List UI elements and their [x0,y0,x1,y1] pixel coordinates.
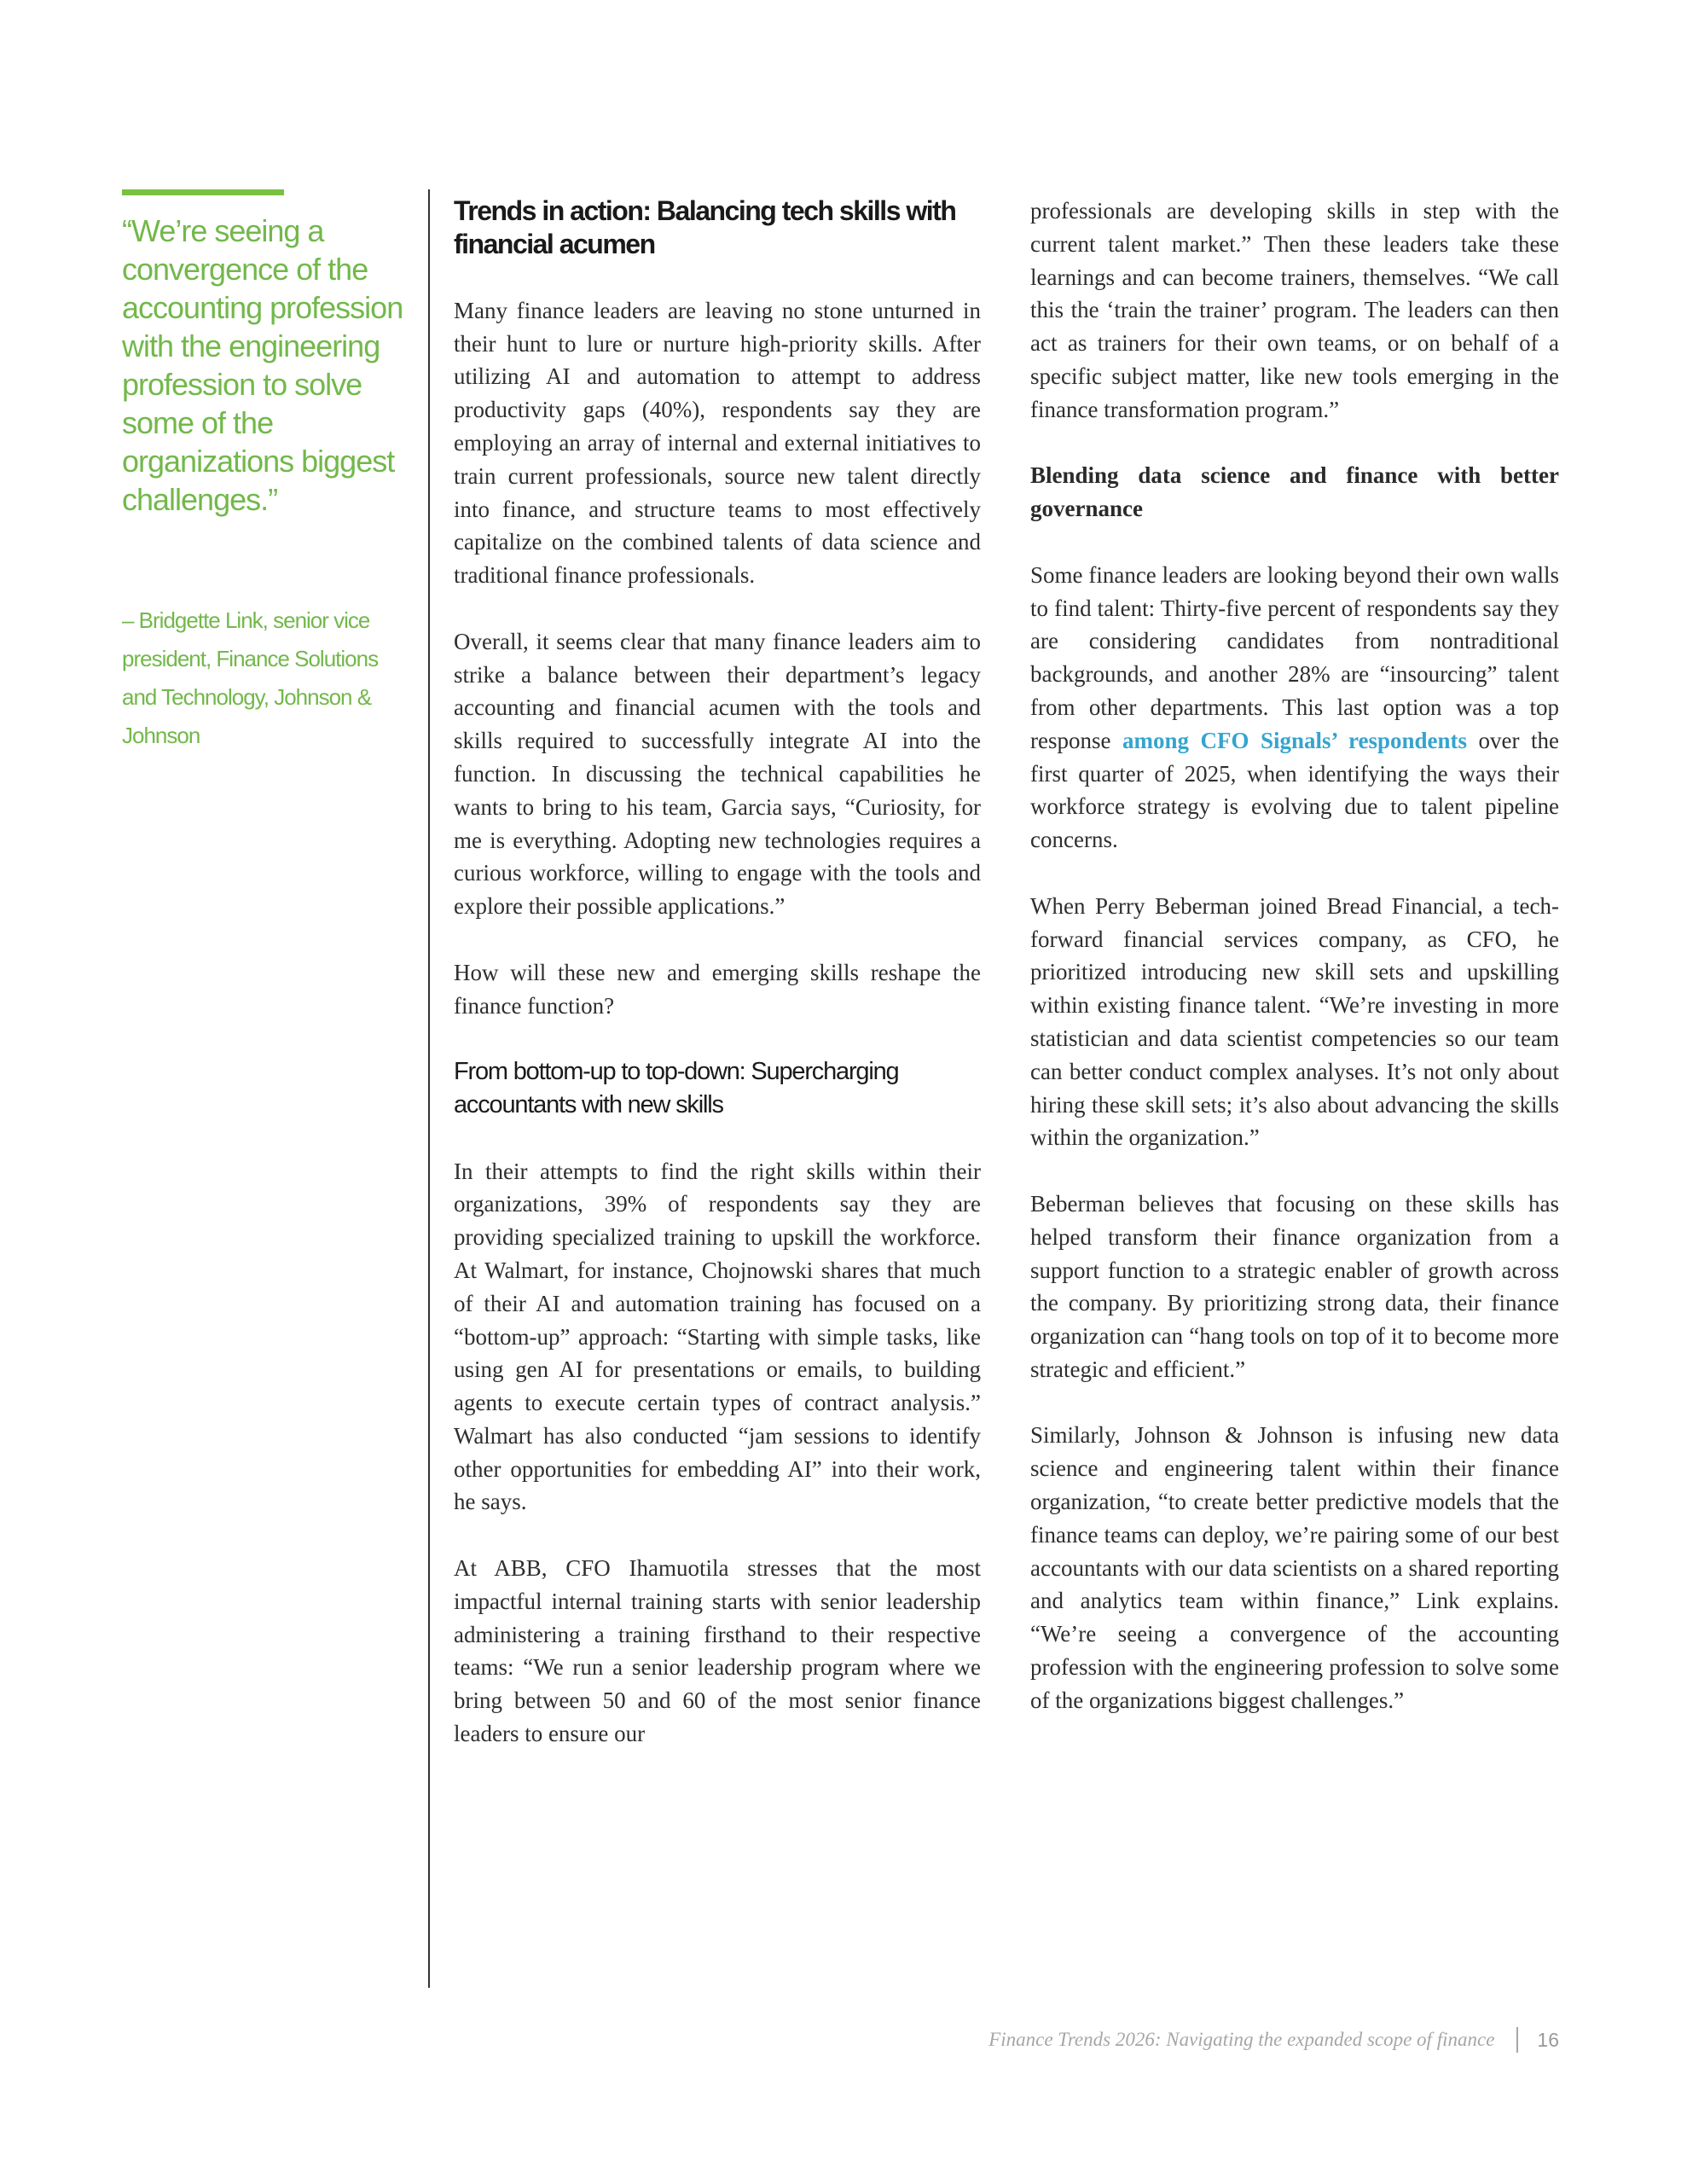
footer-title: Finance Trends 2026: Navigating the expanded scope of finance [988,2029,1495,2050]
paragraph-text: over the first quarter of 2025, when identifying the ways their workforce strategy is evolving due to talent pipeline concerns. [1030,727,1559,853]
paragraph-text: Some finance leaders are looking beyond their own walls to find talent: Thirty-five percent of respondents say they are considering candidates from nontraditional backgrounds, and another 28% are “insourcing” talent from other departments. This last option was a top response [1030,561,1559,753]
pull-quote-attribution: – Bridgette Link, senior vice president, Finance Solutions and Technology, Johnson & Johnson [122,607,379,748]
article-column-1 [454,195,981,1784]
section-heading: Trends in action: Balancing tech skills with financial acumen [454,195,956,259]
footer-separator [1516,2027,1518,2053]
page-footer [988,2027,1559,2053]
paragraph: Similarly, Johnson & Johnson is infusing new data science and engineering talent within their finance organization, “to create better predictive models that the finance teams can deploy, we’re pairing some of our best accountants with our data scientists on a shared reporting and analytics team within finance,” Link explains. “We’re seeing a convergence of the accounting profession with the engineering profession to solve some of the organizations biggest challenges.” [1030,1422,1559,1713]
paragraph: At ABB, CFO Ihamuotila stresses that the most impactful internal training starts with senior leadership administering a training firsthand to their respective teams: “We run a senior leadership program where we bring between 50 and 60 of the most senior finance leaders to ensure our [454,1555,981,1747]
paragraph: Overall, it seems clear that many finance leaders aim to strike a balance between their department’s legacy accounting and financial acumen with the tools and skills required to successfully integrate AI into the function. In discussing the technical capabilities he wants to bring to his team, Garcia says, “Curiosity, for me is everything. Adopting new technologies requires a curious workforce, willing to engage with the tools and explore their possible applications.” [454,628,981,920]
paragraph: professionals are developing skills in step with the current talent market.” Then these leaders take these learnings and can become trainers, themselves. “We call this the ‘train the trainer’ program. The leaders can then act as trainers for their own teams, or on behalf of a specific subject matter, like new tools emerging in the finance transformation program.” [1030,198,1559,422]
subheading: Blending data science and finance with better governance [1030,462,1559,522]
article-column-2 [1030,195,1559,1750]
paragraph: In their attempts to find the right skills within their organizations, 39% of respondents say they are providing specialized training to upskill the workforce. At Walmart, for instance, Chojnowski shares that much of their AI and automation training has focused on a “bottom-up” approach: “Starting with simple tasks, like using gen AI for presentations or emails, to building agents to execute certain types of contract analysis.” Walmart has also conducted “jam sessions to identify other opportunities for embedding AI” into their work, he says. [454,1158,981,1515]
cfo-signals-link[interactable]: among CFO Signals’ respondents [1122,727,1468,753]
page-number: 16 [1537,2028,1559,2051]
subheading: From bottom-up to top-down: Supercharging accountants with new skills [454,1058,899,1118]
paragraph: Beberman believes that focusing on these skills has helped transform their finance organization from a support function to a strategic enabler of growth across the company. By prioritizing strong data, their finance organization can “hang tools on top of it to become more strategic and efficient.” [1030,1190,1559,1382]
column-divider [428,189,430,1988]
pull-quote: “We’re seeing a convergence of the accounting profession with the engineering profession to solve some of the organizations biggest challenges.” [122,213,403,517]
paragraph [1030,559,1559,857]
paragraph: Many finance leaders are leaving no stone unturned in their hunt to lure or nurture high-priority skills. After utilizing AI and automation to attempt to address productivity gaps (40%), respondents say they are employing an array of internal and external initiatives to train current professionals, source new talent directly into finance, and structure teams to most effectively capitalize on the combined talents of data science and traditional finance professionals. [454,297,981,589]
paragraph: When Perry Beberman joined Bread Financial, a tech-forward financial services company, as CFO, he prioritized introducing new skill sets and upskilling within existing finance talent. “We’re investing in more statistician and data scientist competencies so our team can better conduct complex analyses. It’s not only about hiring these skill sets; it’s also about advancing the skills within the organization.” [1030,892,1559,1151]
paragraph: How will these new and emerging skills reshape the finance function? [454,959,981,1019]
pull-quote-rule [122,189,284,195]
